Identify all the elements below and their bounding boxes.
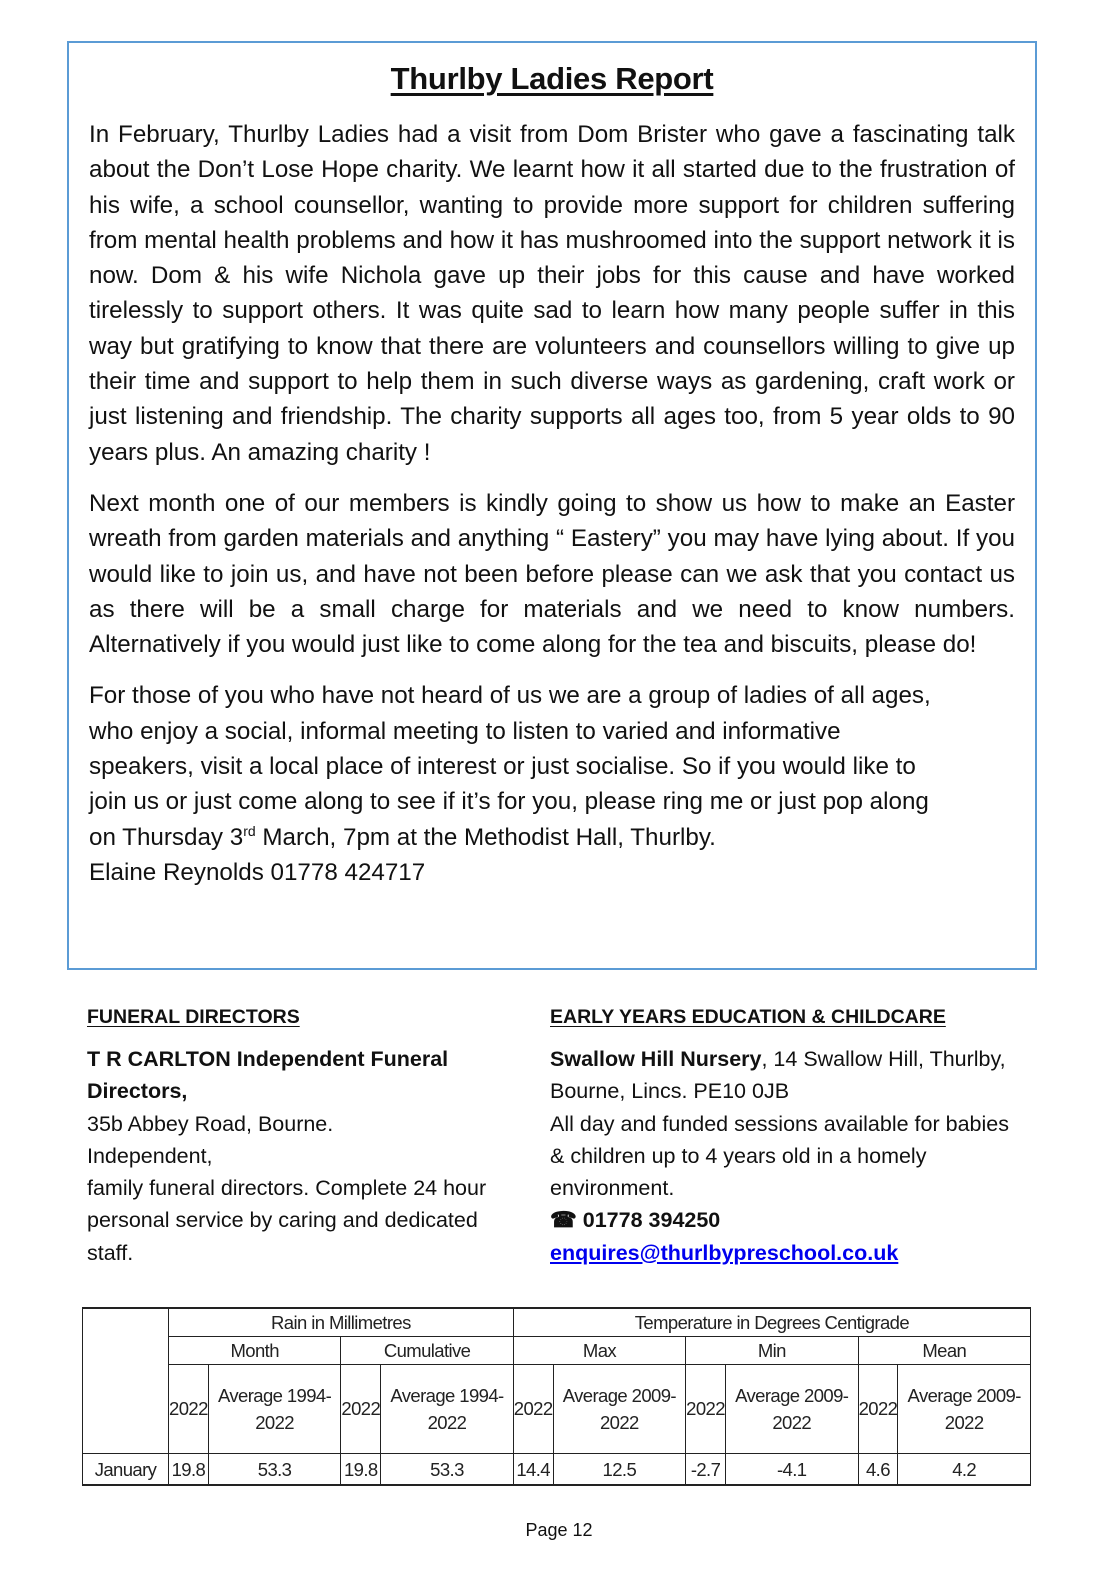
column-header: Average 2009- 2022 xyxy=(725,1365,858,1454)
report-line: For those of you who have not heard of us we are a group of ladies of all ages, xyxy=(89,682,931,710)
funeral-line: Independent, xyxy=(87,1143,213,1168)
report-line: speakers, visit a local place of interest or just socialise. So if you would like to xyxy=(89,753,916,781)
column-header: Average 1994- 2022 xyxy=(381,1365,514,1454)
table-cell: -2.7 xyxy=(686,1454,726,1486)
temperature-header: Temperature in Degrees Centigrade xyxy=(513,1308,1030,1337)
thurlby-ladies-report-box xyxy=(67,41,1037,970)
table-cell: 4.2 xyxy=(898,1454,1031,1486)
weather-table xyxy=(82,1307,1031,1486)
table-cell: 19.8 xyxy=(169,1454,209,1486)
table-cell: 19.8 xyxy=(341,1454,381,1486)
childcare-phone xyxy=(550,1204,1010,1236)
funeral-description: family funeral directors. Complete 24 hour personal service by caring and dedicated staff. xyxy=(87,1176,487,1265)
column-header: 2022 xyxy=(858,1365,898,1454)
meeting-prefix: on Thursday 3 xyxy=(89,823,244,851)
group-header: Mean xyxy=(858,1337,1030,1365)
report-line: who enjoy a social, informal meeting to listen to varied and informative xyxy=(89,717,841,745)
nursery-name: Swallow Hill Nursery xyxy=(550,1047,762,1071)
contact-line: Elaine Reynolds 01778 424717 xyxy=(89,858,426,886)
nursery-address: , 14 Swallow Hill, Thurlby, Bourne, Lincs. PE10 0JB xyxy=(550,1047,1006,1104)
childcare-name-address xyxy=(550,1043,1010,1108)
report-paragraph-3 xyxy=(89,678,1015,890)
table-cell: -4.1 xyxy=(725,1454,858,1486)
report-paragraph-2: Next month one of our members is kindly going to show us how to make an Easter wreath from garden materials and anything “ Eastery” you may have lying about. If you would like to join us, and have not been before please can we ask that you contact us as there will be a small charge for materials and we need to know numbers. Alternatively if you would just like to come along for the tea and biscuits, please do! xyxy=(89,489,1015,659)
column-header: 2022 xyxy=(169,1365,209,1454)
table-cell: 53.3 xyxy=(208,1454,341,1486)
group-header: Cumulative xyxy=(341,1337,513,1365)
childcare-description: All day and funded sessions available for babies & children up to 4 years old in a homely environment. xyxy=(550,1111,1009,1201)
meeting-ordinal: rd xyxy=(243,822,256,839)
table-cell: 12.5 xyxy=(553,1454,686,1486)
report-paragraph-1: In February, Thurlby Ladies had a visit from Dom Brister who gave a fascinating talk about the Don’t Lose Hope charity. We learnt how it all started due to the frustration of his wife, a school counsellor, wanting to provide more support for children suffering from mental health problems and how it has mushroomed into the support network it is now. Dom & his wife Nichola gave up their jobs for this cause and have worked tirelessly to support others. It was quite sad to learn how many people suffer in this way but gratifying to know that there are volunteers and counsellors willing to give up their time and support to help them in such diverse ways as gardening, craft work or just listening and friendship. The charity supports all ages too, from 5 year olds to 90 years plus. An amazing charity ! xyxy=(89,121,1015,466)
phone-number: 01778 394250 xyxy=(582,1208,721,1233)
funeral-directors-section xyxy=(87,1003,507,1269)
table-row xyxy=(83,1454,1031,1486)
column-header: Average 2009- 2022 xyxy=(553,1365,686,1454)
funeral-name: T R CARLTON Independent Funeral Directors, xyxy=(87,1047,449,1104)
phone-icon: ☎ xyxy=(550,1208,577,1233)
table-cell: 4.6 xyxy=(858,1454,898,1486)
meeting-suffix: March, 7pm at the Methodist Hall, Thurlby. xyxy=(255,823,716,851)
group-header: Month xyxy=(169,1337,341,1365)
childcare-section xyxy=(550,1003,1010,1269)
report-title: Thurlby Ladies Report xyxy=(390,61,714,96)
row-label: January xyxy=(83,1454,169,1486)
group-header: Min xyxy=(686,1337,858,1365)
report-line: join us or just come along to see if it’s for you, please ring me or just pop along xyxy=(89,788,929,816)
table-cell: 53.3 xyxy=(381,1454,514,1486)
column-header: 2022 xyxy=(686,1365,726,1454)
column-header: 2022 xyxy=(513,1365,553,1454)
page-number: Page 12 xyxy=(525,1520,593,1540)
meeting-line xyxy=(89,820,1015,855)
table-cell: 14.4 xyxy=(513,1454,553,1486)
group-header: Max xyxy=(513,1337,685,1365)
funeral-address: 35b Abbey Road, Bourne. xyxy=(87,1111,334,1136)
childcare-heading: EARLY YEARS EDUCATION & CHILDCARE xyxy=(550,1006,946,1028)
column-header: 2022 xyxy=(341,1365,381,1454)
rain-header: Rain in Millimetres xyxy=(169,1308,514,1337)
funeral-heading: FUNERAL DIRECTORS xyxy=(87,1006,300,1028)
report-body xyxy=(89,117,1015,890)
column-header: Average 1994- 2022 xyxy=(208,1365,341,1454)
childcare-email-link[interactable]: enquires@thurlbypreschool.co.uk xyxy=(550,1240,899,1265)
column-header: Average 2009- 2022 xyxy=(898,1365,1031,1454)
corner-cell xyxy=(83,1308,169,1454)
